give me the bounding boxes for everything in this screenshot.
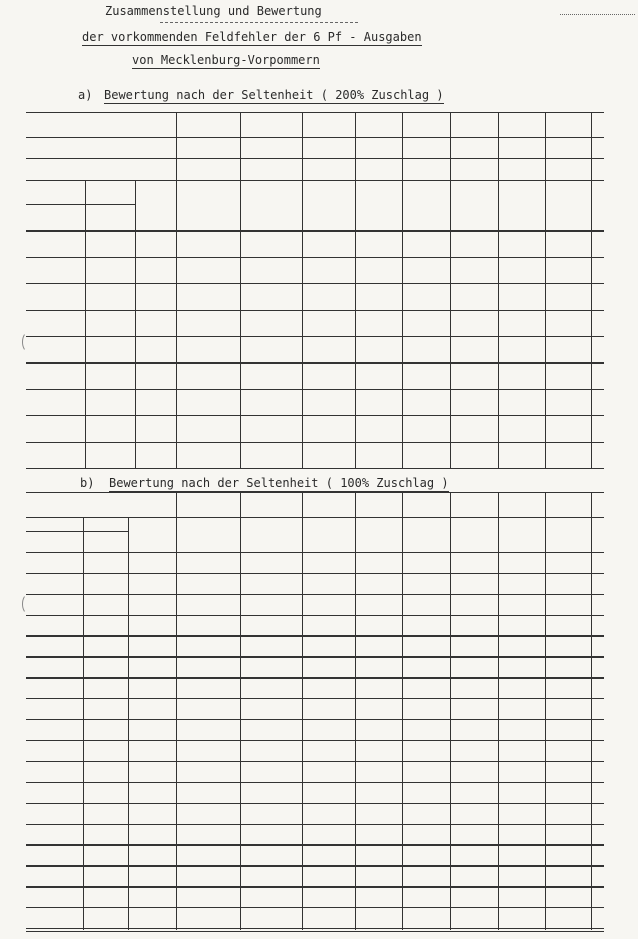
rule-horizontal: [26, 740, 604, 741]
rule-horizontal: [26, 698, 604, 699]
rule-horizontal: [26, 761, 604, 762]
column-divider: [591, 492, 592, 930]
rule-horizontal: [26, 886, 604, 887]
rule-horizontal: [26, 824, 604, 825]
header-line-1: Zusammenstellung und Bewertung: [105, 4, 322, 18]
punch-hole-mark: [22, 594, 34, 614]
column-divider: [176, 492, 177, 930]
column-divider: [302, 492, 303, 930]
rule-horizontal: [26, 336, 604, 337]
rule-horizontal: [26, 552, 604, 553]
rule-horizontal: [26, 310, 604, 311]
rule-horizontal: [26, 362, 604, 363]
rule-horizontal: [26, 635, 604, 636]
column-divider: [402, 492, 403, 930]
rule-horizontal: [26, 137, 604, 138]
column-divider: [498, 492, 499, 930]
section-a-prefix: a): [78, 88, 93, 102]
rule-horizontal: [26, 677, 604, 678]
rule-horizontal: [26, 442, 604, 443]
section-b-title: Bewertung nach der Seltenheit ( 100% Zuschlag ): [109, 476, 449, 490]
rule-horizontal: [26, 230, 604, 231]
column-divider: [240, 492, 241, 930]
header-line-3: von Mecklenburg-Vorpommern: [132, 53, 320, 67]
bottom-double-rule: [26, 931, 604, 932]
rule-horizontal: [26, 803, 604, 804]
rule-horizontal: [26, 928, 604, 929]
rule-horizontal: [26, 158, 604, 159]
subheader-underline-b: [26, 531, 128, 532]
column-divider: [355, 492, 356, 930]
bogen-divider: [135, 180, 136, 468]
rule-horizontal: [26, 180, 604, 181]
header-dash-underline: [160, 22, 358, 23]
rule-horizontal: [26, 865, 604, 866]
rule-horizontal: [26, 615, 604, 616]
feldnr-divider: [85, 180, 86, 468]
column-divider: [450, 492, 451, 930]
top-right-scratch: [560, 14, 635, 15]
rule-horizontal: [26, 594, 604, 595]
feldnr-divider-b: [83, 517, 84, 930]
punch-hole-mark: [22, 332, 34, 352]
rule-horizontal: [26, 112, 604, 113]
rule-horizontal: [26, 257, 604, 258]
column-divider: [545, 492, 546, 930]
section-b-prefix: b): [80, 476, 95, 490]
rule-horizontal: [26, 782, 604, 783]
rule-horizontal: [26, 415, 604, 416]
rule-horizontal: [26, 656, 604, 657]
rule-horizontal: [26, 844, 604, 845]
header-line-2: der vorkommenden Feldfehler der 6 Pf - Ausgaben: [82, 30, 422, 44]
rule-horizontal: [26, 389, 604, 390]
rule-horizontal: [26, 492, 604, 493]
rule-horizontal: [26, 283, 604, 284]
section-a-title: Bewertung nach der Seltenheit ( 200% Zuschlag ): [104, 88, 444, 102]
rule-horizontal: [26, 573, 604, 574]
bogen-divider-b: [128, 517, 129, 930]
rule-horizontal: [26, 468, 604, 469]
subheader-underline: [26, 204, 135, 205]
rule-horizontal: [26, 517, 604, 518]
rule-horizontal: [26, 719, 604, 720]
rule-horizontal: [26, 907, 604, 908]
